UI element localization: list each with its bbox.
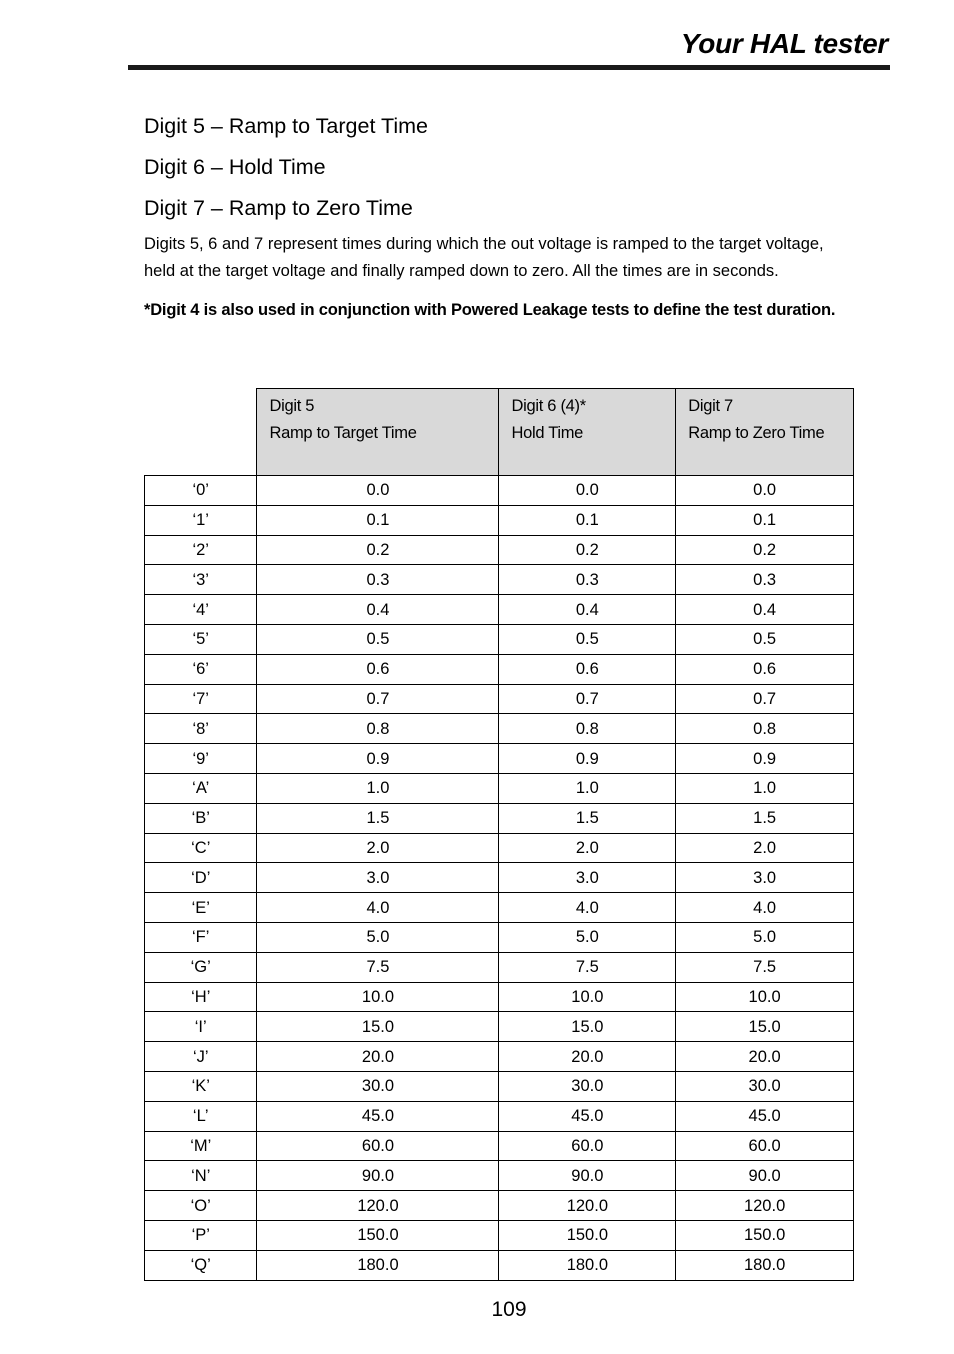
- table-body: [145, 476, 854, 1281]
- row-code-cell: ‘5’: [145, 624, 257, 654]
- table-row: [145, 893, 854, 923]
- table-row: [145, 476, 854, 506]
- digit-4-note: *Digit 4 is also used in conjunction with Powered Leakage tests to define the test duration.: [144, 301, 836, 319]
- time-value-cell: 7.5: [257, 952, 499, 982]
- time-value-cell: 0.5: [676, 624, 854, 654]
- time-value-cell: 180.0: [499, 1250, 676, 1280]
- table-row: [145, 744, 854, 774]
- time-value-cell: 0.9: [257, 744, 499, 774]
- time-value-cell: 150.0: [676, 1220, 854, 1250]
- time-value-cell: 0.4: [499, 595, 676, 625]
- time-value-cell: 0.6: [499, 654, 676, 684]
- table-row: [145, 952, 854, 982]
- table-row: [145, 595, 854, 625]
- row-code-cell: ‘K’: [145, 1071, 257, 1101]
- time-value-cell: 0.4: [257, 595, 499, 625]
- time-value-cell: 1.5: [676, 803, 854, 833]
- row-code-cell: ‘M’: [145, 1131, 257, 1161]
- heading-digit-5: Digit 5 – Ramp to Target Time: [144, 114, 429, 138]
- time-value-cell: 180.0: [676, 1250, 854, 1280]
- row-code-cell: ‘F’: [145, 922, 257, 952]
- time-value-cell: 20.0: [257, 1042, 499, 1072]
- table-row: [145, 1012, 854, 1042]
- heading-digit-7: Digit 7 – Ramp to Zero Time: [144, 196, 413, 220]
- table-row: [145, 654, 854, 684]
- time-value-cell: 20.0: [676, 1042, 854, 1072]
- page-header-title: Your HAL tester: [680, 28, 888, 59]
- column-header-digit-6-subtitle: Hold Time: [511, 424, 584, 442]
- time-value-cell: 0.0: [257, 476, 499, 506]
- time-value-cell: 0.8: [257, 714, 499, 744]
- time-value-cell: 45.0: [257, 1101, 499, 1131]
- table-row: [145, 1101, 854, 1131]
- time-value-cell: 0.5: [499, 624, 676, 654]
- table-row: [145, 535, 854, 565]
- time-value-cell: 90.0: [257, 1161, 499, 1191]
- time-value-cell: 45.0: [499, 1101, 676, 1131]
- time-value-cell: 90.0: [499, 1161, 676, 1191]
- time-value-cell: 0.3: [499, 565, 676, 595]
- time-value-cell: 3.0: [257, 863, 499, 893]
- table-row: [145, 833, 854, 863]
- header-rule: [128, 65, 890, 70]
- table-row: [145, 1042, 854, 1072]
- row-code-cell: ‘C’: [145, 833, 257, 863]
- column-header-digit-6: [499, 389, 676, 476]
- time-value-cell: 5.0: [499, 922, 676, 952]
- table-row: [145, 1071, 854, 1101]
- column-header-digit-6-title: Digit 6 (4)*: [511, 397, 586, 415]
- table-row: [145, 773, 854, 803]
- time-value-cell: 60.0: [499, 1131, 676, 1161]
- time-value-cell: 0.1: [676, 505, 854, 535]
- time-value-cell: 10.0: [676, 982, 854, 1012]
- time-value-cell: 2.0: [499, 833, 676, 863]
- time-value-cell: 0.7: [257, 684, 499, 714]
- row-code-cell: ‘J’: [145, 1042, 257, 1072]
- section-content: [144, 106, 854, 324]
- time-value-cell: 4.0: [257, 893, 499, 923]
- time-value-cell: 1.5: [499, 803, 676, 833]
- column-header-digit-5-title: Digit 5: [269, 397, 315, 415]
- table-corner-cell: [145, 389, 257, 476]
- time-value-cell: 7.5: [676, 952, 854, 982]
- time-value-cell: 5.0: [257, 922, 499, 952]
- time-value-cell: 15.0: [676, 1012, 854, 1042]
- time-value-cell: 0.8: [499, 714, 676, 744]
- table-row: [145, 803, 854, 833]
- time-value-cell: 120.0: [676, 1191, 854, 1221]
- time-value-cell: 0.2: [257, 535, 499, 565]
- time-value-cell: 15.0: [257, 1012, 499, 1042]
- row-code-cell: ‘H’: [145, 982, 257, 1012]
- row-code-cell: ‘G’: [145, 952, 257, 982]
- time-value-cell: 3.0: [676, 863, 854, 893]
- time-value-cell: 1.5: [257, 803, 499, 833]
- time-value-cell: 0.9: [676, 744, 854, 774]
- table-row: [145, 982, 854, 1012]
- table-row: [145, 684, 854, 714]
- time-value-cell: 10.0: [499, 982, 676, 1012]
- time-value-cell: 0.6: [257, 654, 499, 684]
- page-number: 109: [491, 1298, 527, 1321]
- time-value-cell: 0.2: [676, 535, 854, 565]
- time-value-cell: 20.0: [499, 1042, 676, 1072]
- time-value-cell: 7.5: [499, 952, 676, 982]
- digit-times-table: [144, 388, 854, 1281]
- time-value-cell: 30.0: [676, 1071, 854, 1101]
- time-value-cell: 10.0: [257, 982, 499, 1012]
- time-value-cell: 60.0: [676, 1131, 854, 1161]
- table-header-row: [145, 389, 854, 476]
- time-value-cell: 0.5: [257, 624, 499, 654]
- row-code-cell: ‘D’: [145, 863, 257, 893]
- heading-digit-6: Digit 6 – Hold Time: [144, 155, 326, 179]
- time-value-cell: 0.7: [676, 684, 854, 714]
- table-row: [145, 922, 854, 952]
- time-value-cell: 1.0: [676, 773, 854, 803]
- time-value-cell: 0.0: [499, 476, 676, 506]
- time-value-cell: 0.9: [499, 744, 676, 774]
- row-code-cell: ‘7’: [145, 684, 257, 714]
- row-code-cell: ‘4’: [145, 595, 257, 625]
- row-code-cell: ‘I’: [145, 1012, 257, 1042]
- time-value-cell: 0.3: [257, 565, 499, 595]
- table-row: [145, 624, 854, 654]
- table-row: [145, 863, 854, 893]
- row-code-cell: ‘3’: [145, 565, 257, 595]
- table-row: [145, 1220, 854, 1250]
- time-value-cell: 30.0: [499, 1071, 676, 1101]
- time-value-cell: 120.0: [257, 1191, 499, 1221]
- table-row: [145, 505, 854, 535]
- time-value-cell: 0.7: [499, 684, 676, 714]
- column-header-digit-5-subtitle: Ramp to Target Time: [269, 424, 417, 442]
- row-code-cell: ‘0’: [145, 476, 257, 506]
- table-row: [145, 1191, 854, 1221]
- time-value-cell: 0.0: [676, 476, 854, 506]
- row-code-cell: ‘6’: [145, 654, 257, 684]
- time-value-cell: 60.0: [257, 1131, 499, 1161]
- time-value-cell: 0.6: [676, 654, 854, 684]
- description-paragraph: Digits 5, 6 and 7 represent times during which the out voltage is ramped to the target voltage, held at the target voltage and finally ramped down to zero. All the times are in seconds.: [144, 235, 824, 280]
- row-code-cell: ‘L’: [145, 1101, 257, 1131]
- time-value-cell: 0.8: [676, 714, 854, 744]
- time-value-cell: 1.0: [499, 773, 676, 803]
- row-code-cell: ‘P’: [145, 1220, 257, 1250]
- row-code-cell: ‘B’: [145, 803, 257, 833]
- row-code-cell: ‘A’: [145, 773, 257, 803]
- table-row: [145, 1250, 854, 1280]
- row-code-cell: ‘N’: [145, 1161, 257, 1191]
- time-value-cell: 0.1: [257, 505, 499, 535]
- time-value-cell: 45.0: [676, 1101, 854, 1131]
- time-value-cell: 0.4: [676, 595, 854, 625]
- time-value-cell: 2.0: [257, 833, 499, 863]
- time-value-cell: 0.3: [676, 565, 854, 595]
- row-code-cell: ‘O’: [145, 1191, 257, 1221]
- time-value-cell: 150.0: [499, 1220, 676, 1250]
- time-value-cell: 150.0: [257, 1220, 499, 1250]
- table-row: [145, 565, 854, 595]
- column-header-digit-7-title: Digit 7: [688, 397, 733, 415]
- time-value-cell: 15.0: [499, 1012, 676, 1042]
- table-row: [145, 1131, 854, 1161]
- column-header-digit-5: [257, 389, 499, 476]
- table-row: [145, 1161, 854, 1191]
- time-value-cell: 1.0: [257, 773, 499, 803]
- row-code-cell: ‘8’: [145, 714, 257, 744]
- row-code-cell: ‘9’: [145, 744, 257, 774]
- time-value-cell: 90.0: [676, 1161, 854, 1191]
- column-header-digit-7-subtitle: Ramp to Zero Time: [688, 424, 825, 442]
- time-value-cell: 0.2: [499, 535, 676, 565]
- column-header-digit-7: [676, 389, 854, 476]
- row-code-cell: ‘1’: [145, 505, 257, 535]
- time-value-cell: 4.0: [499, 893, 676, 923]
- table-row: [145, 714, 854, 744]
- time-value-cell: 30.0: [257, 1071, 499, 1101]
- row-code-cell: ‘2’: [145, 535, 257, 565]
- time-value-cell: 3.0: [499, 863, 676, 893]
- time-value-cell: 5.0: [676, 922, 854, 952]
- row-code-cell: ‘Q’: [145, 1250, 257, 1280]
- time-value-cell: 2.0: [676, 833, 854, 863]
- row-code-cell: ‘E’: [145, 893, 257, 923]
- time-value-cell: 0.1: [499, 505, 676, 535]
- time-value-cell: 180.0: [257, 1250, 499, 1280]
- time-value-cell: 120.0: [499, 1191, 676, 1221]
- time-value-cell: 4.0: [676, 893, 854, 923]
